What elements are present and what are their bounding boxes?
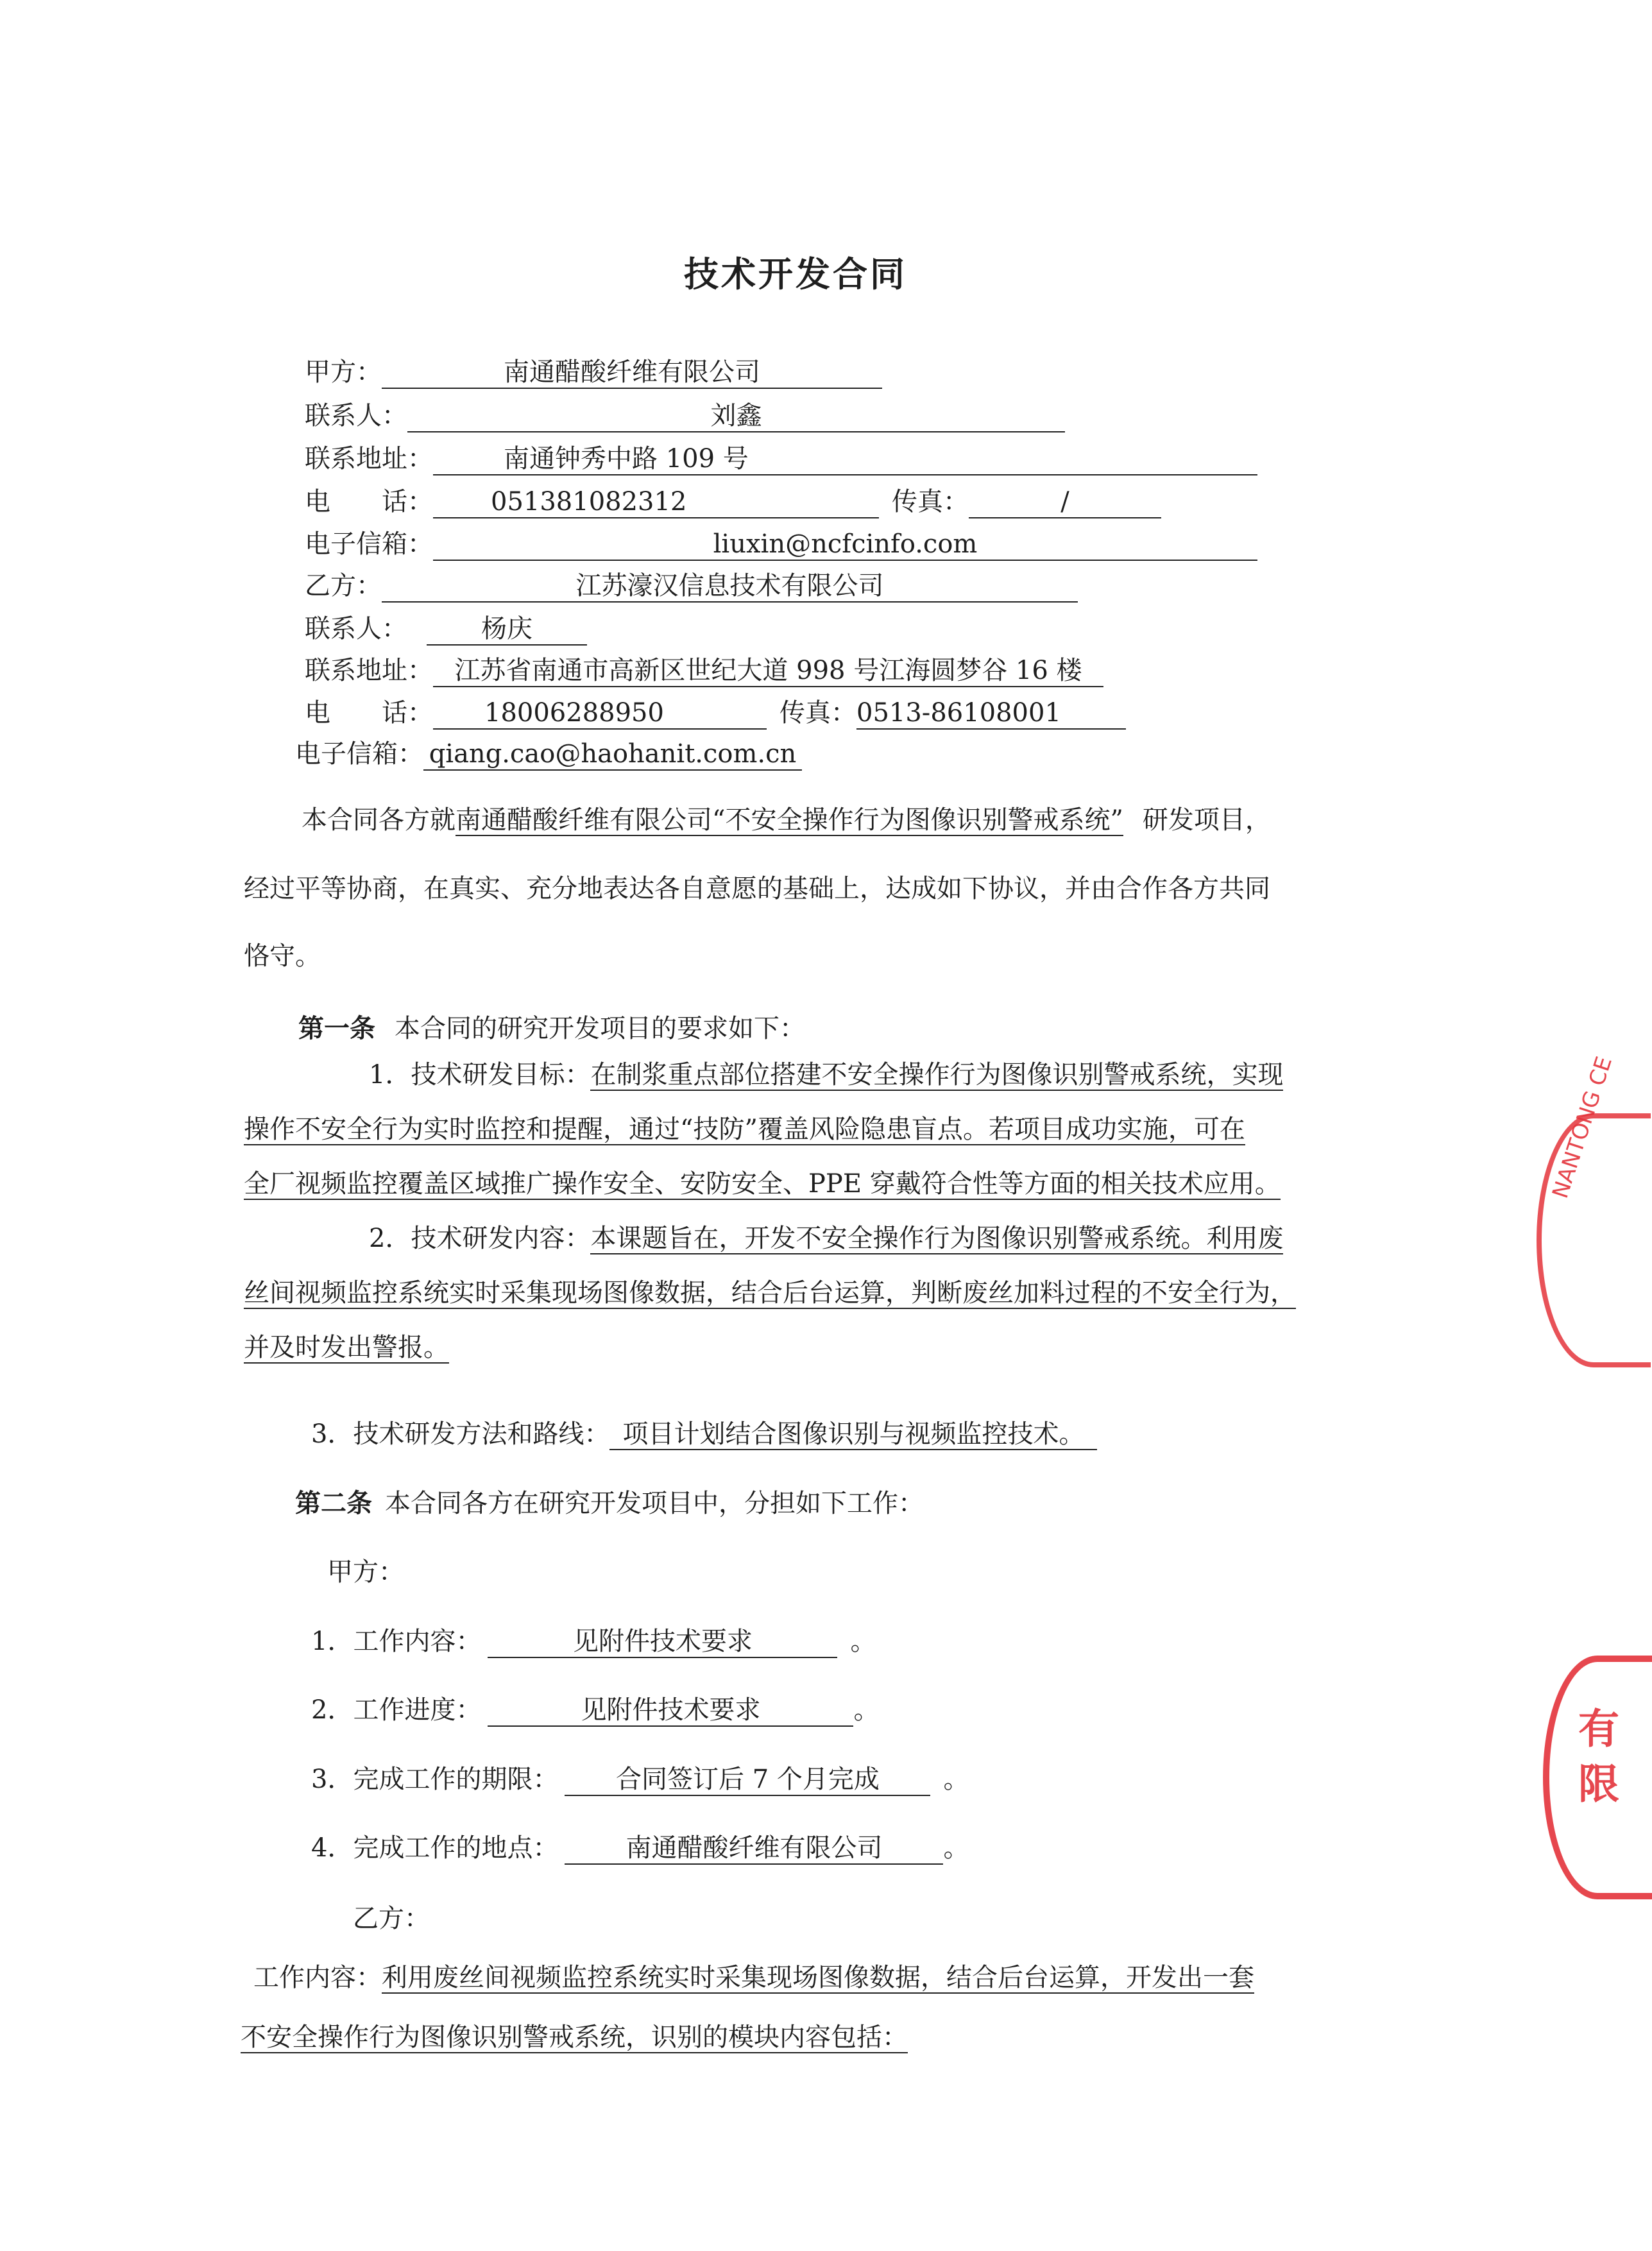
- a-item1-label: 1．工作内容：: [311, 1627, 482, 1656]
- party-a-email: liuxin@ncfcinfo.com: [433, 529, 1257, 561]
- party-b-address-row: [305, 655, 1103, 687]
- intro-line-1: [302, 804, 1271, 836]
- article1-item2-label: 2．技术研发内容：: [369, 1224, 591, 1253]
- party-a-name: 南通醋酸纤维有限公司: [382, 357, 882, 389]
- party-a-email-row: [305, 528, 1257, 561]
- article2-party-b-label: 乙方：: [353, 1904, 430, 1933]
- article1-item1-text: 在制浆重点部位搭建不安全操作行为图像识别警戒系统，实现: [590, 1060, 1284, 1090]
- intro-project: 南通醋酸纤维有限公司“不安全操作行为图像识别警戒系统”: [456, 805, 1123, 835]
- b-work-line2-text: 不安全操作行为图像识别警戒系统，识别的模块内容包括：: [241, 2023, 908, 2052]
- article1-item2-line2: [244, 1277, 1296, 1309]
- party-b-name: 江苏濠汉信息技术有限公司: [382, 570, 1078, 603]
- article1-item2-line1: [369, 1222, 1283, 1254]
- article1-item1-label: 1．技术研发目标：: [369, 1060, 591, 1090]
- article2-b-work-line1: [253, 1962, 1254, 1994]
- article1-item1-line1: [369, 1059, 1283, 1091]
- article1-item3: [311, 1418, 1097, 1450]
- article1-item1-line2-text: 操作不安全行为实时监控和提醒，通过“技防”覆盖风险隐患盲点。若项目成功实施，可在: [244, 1115, 1245, 1144]
- article1-item2-line3: [244, 1331, 449, 1364]
- article1-item2-line2-text: 丝间视频监控系统实时采集现场图像数据，结合后台运算，判断废丝加料过程的不安全行为，: [244, 1278, 1296, 1308]
- party-b-label: 乙方：: [305, 571, 382, 601]
- a-item3-label: 3．完成工作的期限：: [311, 1765, 559, 1794]
- party-b-phone-label: 电 话：: [305, 698, 433, 728]
- article1-heading-row: [298, 1013, 805, 1045]
- a-item2-label: 2．工作进度：: [311, 1695, 482, 1725]
- party-a-phone-row: [305, 486, 1161, 518]
- article2-a-item1: [311, 1625, 876, 1658]
- company-seal-upper-text: NANTONG CE: [1547, 1053, 1617, 1202]
- party-a-contact: 刘鑫: [407, 400, 1065, 432]
- intro-line-2: 经过平等协商，在真实、充分地表达各自意愿的基础上，达成如下协议，并由合作各方共同: [244, 874, 1270, 903]
- party-a-address: 南通钟秀中路 109 号: [433, 443, 1257, 475]
- party-a-contact-row: [305, 400, 1065, 432]
- article2-a-item4: [311, 1832, 969, 1865]
- a-item1-period: 。: [850, 1627, 876, 1656]
- article1-item1-line3: [244, 1168, 1281, 1200]
- document-title: 技术开发合同: [684, 254, 907, 295]
- article2-heading-row: [295, 1487, 924, 1519]
- party-b-email: qiang.cao@haohanit.com.cn: [423, 739, 802, 771]
- party-a-label: 甲方：: [305, 357, 382, 387]
- party-b-contact-row: [305, 613, 587, 646]
- article1-text: 本合同的研究开发项目的要求如下：: [395, 1014, 805, 1043]
- intro-line-3: 恪守。: [244, 941, 321, 971]
- party-a-address-row: [305, 443, 1257, 475]
- party-b-address-label: 联系地址：: [305, 656, 433, 685]
- article1-heading: 第一条: [298, 1013, 375, 1043]
- article2-party-a-label: 甲方：: [327, 1557, 404, 1587]
- article2-b-work-line2: [241, 2021, 908, 2053]
- party-b-phone-row: [305, 697, 1126, 730]
- party-b-fax-label: 传真：: [779, 698, 856, 728]
- article2-heading: 第二条: [295, 1488, 372, 1518]
- article2-a-item2: [311, 1694, 879, 1727]
- a-item3-period: 。: [943, 1765, 969, 1794]
- a-item1-value: 见附件技术要求: [488, 1626, 837, 1658]
- party-a-phone-label: 电 话：: [305, 487, 433, 517]
- party-b-row: [305, 570, 1078, 603]
- a-item4-period: 。: [943, 1833, 969, 1863]
- a-item4-label: 4．完成工作的地点：: [311, 1833, 559, 1863]
- article1-item1-line3-text: 全厂视频监控覆盖区域推广操作安全、安防安全、PPE 穿戴符合性等方面的相关技术应用。: [244, 1169, 1281, 1199]
- party-a-row: [305, 356, 882, 389]
- a-item2-period: 。: [853, 1695, 880, 1725]
- party-b-contact-label: 联系人：: [305, 614, 407, 644]
- party-a-email-label: 电子信箱：: [305, 529, 433, 559]
- party-b-address: 江苏省南通市高新区世纪大道 998 号江海圆梦谷 16 楼: [433, 655, 1103, 687]
- party-b-email-row: [295, 738, 802, 771]
- article1-item3-text: 项目计划结合图像识别与视频监控技术。: [609, 1419, 1097, 1450]
- article2-a-item3: [311, 1763, 969, 1796]
- a-item4-value: 南通醋酸纤维有限公司: [565, 1833, 943, 1865]
- article1-item2-text: 本课题旨在，开发不安全操作行为图像识别警戒系统。利用废: [590, 1224, 1284, 1253]
- party-a-address-label: 联系地址：: [305, 444, 433, 474]
- a-item2-value: 见附件技术要求: [488, 1695, 853, 1727]
- party-a-fax-label: 传真：: [892, 487, 969, 517]
- b-work-line1-text: 利用废丝间视频监控系统实时采集现场图像数据，结合后台运算，开发出一套: [382, 1963, 1254, 1992]
- party-a-contact-label: 联系人：: [305, 401, 407, 431]
- party-b-email-label: 电子信箱：: [295, 739, 423, 769]
- b-work-label: 工作内容：: [253, 1963, 382, 1992]
- company-seal-lower-text: 有 限: [1571, 1707, 1619, 1804]
- intro-part1: 本合同各方就: [302, 805, 456, 835]
- party-a-phone: 051381082312: [433, 486, 879, 518]
- intro-part2: 研发项目，: [1142, 805, 1271, 835]
- article1-item1-line2: [244, 1113, 1245, 1145]
- company-seal-upper: [1537, 1113, 1651, 1367]
- article1-item2-line3-text: 并及时发出警报。: [244, 1333, 449, 1362]
- party-b-phone: 18006288950: [433, 698, 767, 730]
- party-b-fax: 0513-86108001: [856, 698, 1126, 730]
- article2-text: 本合同各方在研究开发项目中，分担如下工作：: [385, 1489, 924, 1518]
- party-b-contact: 杨庆: [427, 613, 587, 646]
- article1-item3-label: 3．技术研发方法和路线：: [311, 1419, 610, 1449]
- party-a-fax: /: [969, 486, 1161, 518]
- a-item3-value: 合同签订后 7 个月完成: [565, 1764, 930, 1796]
